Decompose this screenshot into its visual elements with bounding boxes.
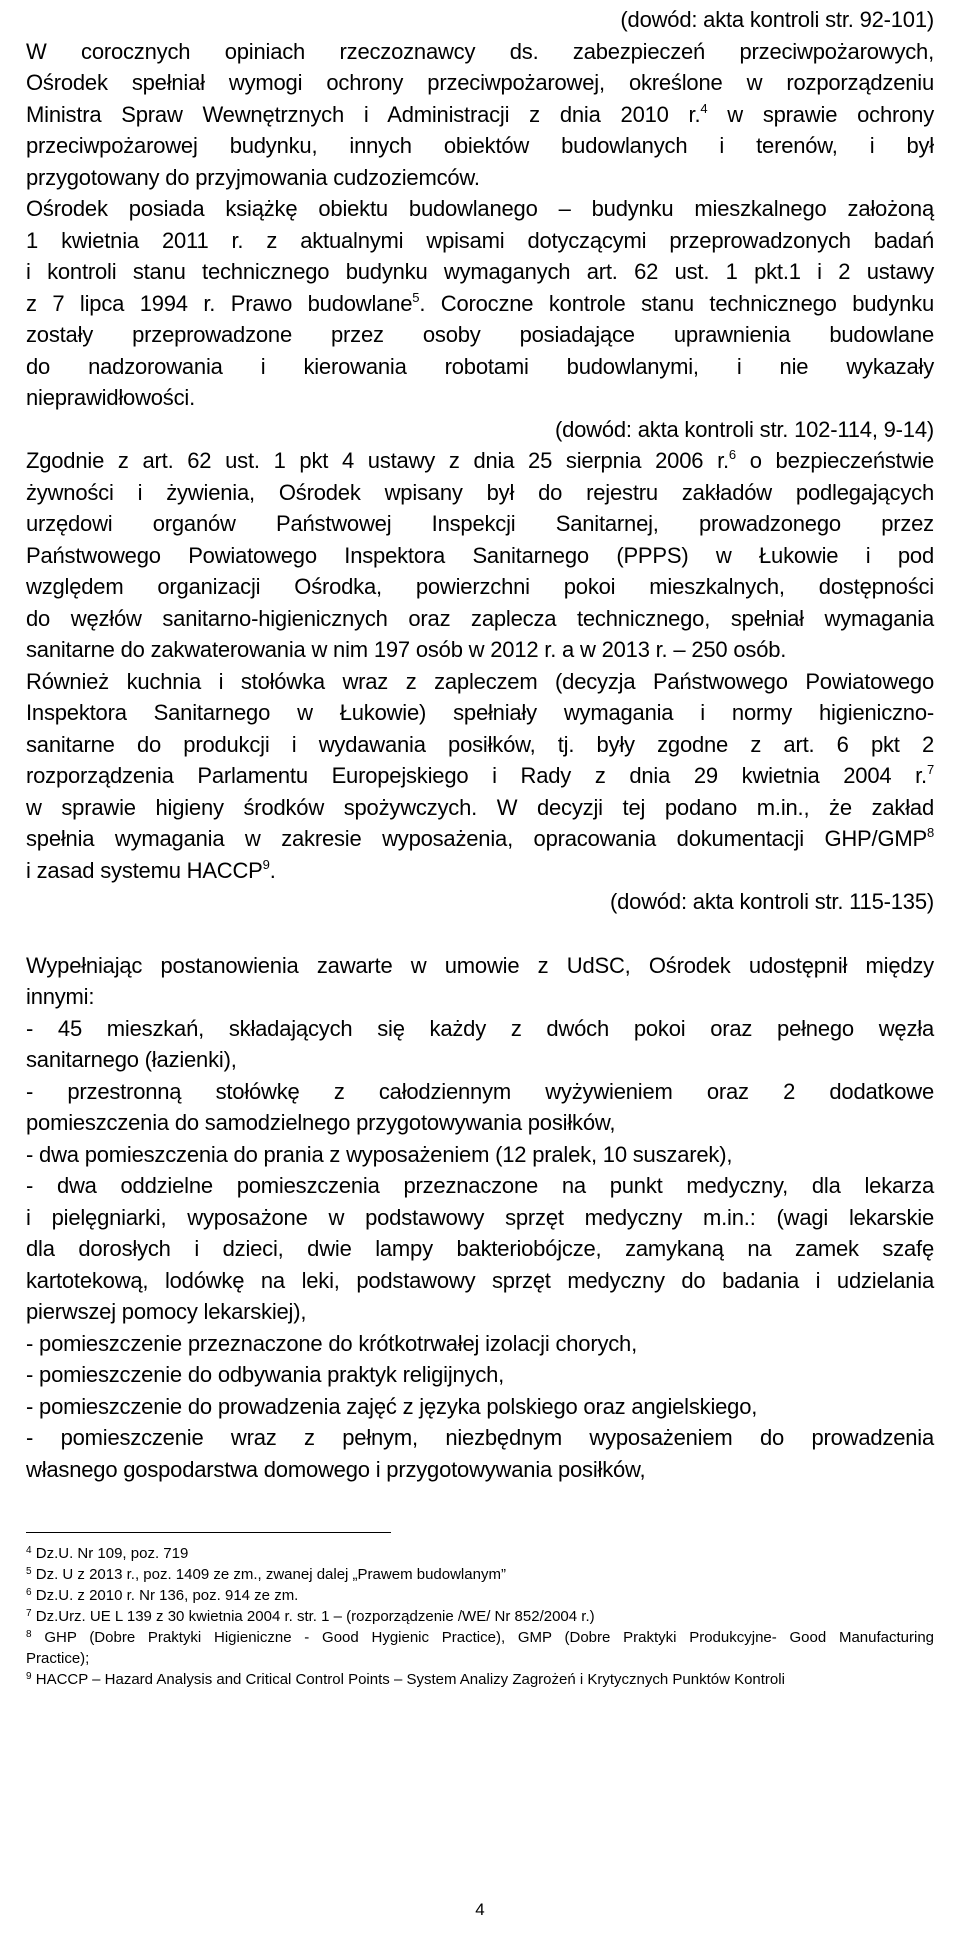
text-line xyxy=(26,1359,934,1391)
text-line xyxy=(26,36,934,68)
footnote xyxy=(26,1543,934,1564)
text-line xyxy=(26,603,934,635)
line-text: - pomieszczenie do prowadzenia zajęć z języka polskiego oraz angielskiego, xyxy=(26,1393,758,1419)
footnote-number: 9 xyxy=(26,1671,32,1682)
footnote-text: Dz.Urz. UE L 139 z 30 kwietnia 2004 r. str. 1 – (rozporządzenie /WE/ Nr 852/2004 r.) xyxy=(35,1608,595,1625)
text-line xyxy=(26,351,934,383)
line-text: przeciwpożarowej budynku, innych obiektów budowlanych i terenów, i był xyxy=(26,133,934,158)
text-line xyxy=(26,288,934,320)
paragraph-p2 xyxy=(26,193,934,445)
footnotes xyxy=(26,1543,934,1690)
footnote xyxy=(26,1627,934,1648)
line-text: Również kuchnia i stołówka wraz z zapleczem (decyzja Państwowego Powiatowego xyxy=(26,668,934,694)
line-text: względem organizacji Ośrodka, powierzchni pokoi mieszkalnych, dostępności xyxy=(26,574,934,599)
text-line xyxy=(26,1454,934,1486)
document-body xyxy=(26,4,934,1485)
text-line xyxy=(26,1233,934,1265)
footnote-number: 8 xyxy=(26,1629,32,1640)
text-line xyxy=(26,1170,934,1202)
line-text: żywności i żywienia, Ośrodek wpisany był do rejestru zakładów podlegających xyxy=(26,479,934,505)
evidence-reference xyxy=(26,886,934,918)
line-text-after: . Coroczne kontrole stanu technicznego budynku xyxy=(419,290,934,316)
line-text: Wypełniając postanowienia zawarte w umowie z UdSC, Ośrodek udostępnił między xyxy=(26,952,934,978)
footnote-marker[interactable]: 7 xyxy=(926,762,934,777)
footnote-text: Dz.U. Nr 109, poz. 719 xyxy=(35,1545,189,1562)
footnote-text: Dz.U. z 2010 r. Nr 136, poz. 914 ze zm. xyxy=(35,1587,299,1604)
text-line xyxy=(26,1296,934,1328)
line-text: nieprawidłowości. xyxy=(26,385,196,410)
line-text-after: . xyxy=(269,857,276,883)
line-text: w sprawie higieny środków spożywczych. W decyzji tej podano m.in., że zakład xyxy=(26,794,934,820)
line-text: pierwszej pomocy lekarskiej), xyxy=(26,1299,307,1324)
line-text: z 7 lipca 1994 r. Prawo budowlane xyxy=(26,290,413,316)
footnote xyxy=(26,1648,934,1669)
text-line xyxy=(26,477,934,509)
line-text: (dowód: akta kontroli str. 102-114, 9-14) xyxy=(554,416,934,442)
paragraph-p3 xyxy=(26,445,934,666)
footnote xyxy=(26,1564,934,1585)
line-text-after: w sprawie ochrony xyxy=(707,101,934,127)
text-line xyxy=(26,67,934,99)
text-line xyxy=(26,760,934,792)
footnote xyxy=(26,1669,934,1690)
line-text: pomieszczenia do samodzielnego przygotowywania posiłków, xyxy=(26,1110,616,1135)
line-text: Ośrodek posiada książkę obiektu budowlanego – budynku mieszkalnego założoną xyxy=(26,196,934,221)
footnote-number: 4 xyxy=(26,1545,32,1556)
paragraph-p1 xyxy=(26,4,934,193)
footnote-marker[interactable]: 9 xyxy=(262,856,270,872)
paragraph-p4 xyxy=(26,666,934,918)
line-text: - przestronną stołówkę z całodziennym wyżywieniem oraz 2 dodatkowe xyxy=(26,1078,934,1104)
footnote-text: GHP (Dobre Praktyki Higieniczne - Good Hygienic Practice), GMP (Dobre Praktyki Produkcyjne- Good Manufacturing xyxy=(44,1629,934,1646)
line-text: kartotekową, lodówkę na leki, podstawowy sprzęt medyczny do badania i udzielania xyxy=(26,1267,934,1293)
paragraph-p5 xyxy=(26,950,934,1486)
footnote-separator xyxy=(26,1532,391,1533)
text-line xyxy=(26,571,934,603)
line-text: sanitarne do zakwaterowania w nim 197 osób w 2012 r. a w 2013 r. – 250 osób. xyxy=(26,637,787,662)
footnote-number: 5 xyxy=(26,1566,32,1577)
text-line xyxy=(26,540,934,572)
text-line xyxy=(26,823,934,855)
text-line xyxy=(26,729,934,761)
line-text: i pielęgniarki, wyposażone w podstawowy sprzęt medyczny m.in.: (wagi lekarskie xyxy=(26,1204,934,1230)
text-line xyxy=(26,1044,934,1076)
line-text: zostały przeprowadzone przez osoby posiadające uprawnienia budowlane xyxy=(26,322,934,347)
line-text: spełnia wymagania w zakresie wyposażenia, opracowania dokumentacji GHP/GMP xyxy=(26,826,927,851)
line-text: rozporządzenia Parlamentu Europejskiego i Rady z dnia 29 kwietnia 2004 r. xyxy=(26,763,927,788)
line-text: własnego gospodarstwa domowego i przygotowywania posiłków, xyxy=(26,1456,646,1482)
text-line xyxy=(26,1202,934,1234)
text-line xyxy=(26,697,934,729)
line-text: Zgodnie z art. 62 ust. 1 pkt 4 ustawy z dnia 25 sierpnia 2006 r. xyxy=(26,448,729,473)
text-line xyxy=(26,99,934,131)
line-text: przygotowany do przyjmowania cudzoziemców. xyxy=(26,164,480,190)
footnote-number: 7 xyxy=(26,1608,32,1619)
footnote-marker[interactable]: 5 xyxy=(412,289,420,305)
line-text: Ministra Spraw Wewnętrznych i Administracji z dnia 2010 r. xyxy=(26,101,701,127)
line-text: - pomieszczenie wraz z pełnym, niezbędnym wyposażeniem do prowadzenia xyxy=(26,1425,934,1450)
line-text: - pomieszczenie przeznaczone do krótkotrwałej izolacji chorych, xyxy=(26,1330,638,1356)
line-text: Ośrodek spełniał wymogi ochrony przeciwpożarowej, określone w rozporządzeniu xyxy=(26,70,934,95)
text-line xyxy=(26,445,934,477)
line-text: innymi: xyxy=(26,984,95,1009)
text-line xyxy=(26,1013,934,1045)
evidence-reference xyxy=(26,414,934,446)
text-line xyxy=(26,1139,934,1171)
footnote-text: Practice); xyxy=(26,1650,90,1667)
text-line xyxy=(26,1076,934,1108)
text-line xyxy=(26,634,934,666)
line-text: - 45 mieszkań, składających się każdy z dwóch pokoi oraz pełnego węzła xyxy=(26,1015,934,1041)
line-text: dla dorosłych i dzieci, dwie lampy bakteriobójcze, zamykaną na zamek szafę xyxy=(26,1236,934,1261)
line-text: 1 kwietnia 2011 r. z aktualnymi wpisami dotyczącymi przeprowadzonych badań xyxy=(26,227,934,253)
text-line xyxy=(26,950,934,982)
line-text: - dwa pomieszczenia do prania z wyposażeniem (12 pralek, 10 suszarek), xyxy=(26,1141,733,1167)
line-text: - dwa oddzielne pomieszczenia przeznaczone na punkt medyczny, dla lekarza xyxy=(26,1173,934,1198)
line-text: do nadzorowania i kierowania robotami budowlanymi, i nie wykazały xyxy=(26,353,934,379)
line-text: Państwowego Powiatowego Inspektora Sanitarnego (PPPS) w Łukowie i pod xyxy=(26,542,934,568)
line-text: (dowód: akta kontroli str. 115-135) xyxy=(610,889,934,914)
page-number: 4 xyxy=(475,1900,485,1919)
line-text: do węzłów sanitarno-higienicznych oraz zaplecza technicznego, spełniał wymagania xyxy=(26,605,934,631)
text-line xyxy=(26,1107,934,1139)
footnote-marker[interactable]: 6 xyxy=(728,447,736,462)
text-line xyxy=(26,981,934,1013)
line-text: sanitarne do produkcji i wydawania posiłków, tj. były zgodne z art. 6 pkt 2 xyxy=(26,731,934,757)
text-line xyxy=(26,855,934,887)
text-line xyxy=(26,1391,934,1423)
text-line xyxy=(26,130,934,162)
footnote-text: Dz. U z 2013 r., poz. 1409 ze zm., zwanej dalej „Prawem budowlanym” xyxy=(35,1566,506,1583)
footnote xyxy=(26,1585,934,1606)
line-text: i zasad systemu HACCP xyxy=(26,857,263,883)
line-text: (dowód: akta kontroli str. 92-101) xyxy=(620,7,934,32)
footnote-text: HACCP – Hazard Analysis and Critical Control Points – System Analizy Zagrożeń i Krytycznych Punktów Kontroli xyxy=(35,1671,785,1688)
text-line xyxy=(26,225,934,257)
text-line xyxy=(26,319,934,351)
text-line xyxy=(26,256,934,288)
text-line xyxy=(26,508,934,540)
text-line xyxy=(26,1328,934,1360)
line-text-after: o bezpieczeństwie xyxy=(735,448,934,473)
text-line xyxy=(26,162,934,194)
line-text: i kontroli stanu technicznego budynku wymaganych art. 62 ust. 1 pkt.1 i 2 ustawy xyxy=(26,259,934,284)
line-text: urzędowi organów Państwowej Inspekcji Sanitarnej, prowadzonego przez xyxy=(26,511,934,536)
footnote-marker[interactable]: 8 xyxy=(926,825,934,840)
evidence-reference xyxy=(26,4,934,36)
footnote-number: 6 xyxy=(26,1587,32,1598)
text-line xyxy=(26,382,934,414)
line-text: - pomieszczenie do odbywania praktyk religijnych, xyxy=(26,1362,505,1387)
text-line xyxy=(26,792,934,824)
text-line xyxy=(26,1265,934,1297)
text-line xyxy=(26,1422,934,1454)
line-text: sanitarnego (łazienki), xyxy=(26,1047,237,1072)
paragraph-gap xyxy=(26,918,934,950)
line-text: Inspektora Sanitarnego w Łukowie) spełniały wymagania i normy higieniczno- xyxy=(26,700,934,725)
footnote-marker[interactable]: 4 xyxy=(700,100,708,116)
footnote xyxy=(26,1606,934,1627)
text-line xyxy=(26,193,934,225)
line-text: W corocznych opiniach rzeczoznawcy ds. zabezpieczeń przeciwpożarowych, xyxy=(26,38,934,64)
text-line xyxy=(26,666,934,698)
